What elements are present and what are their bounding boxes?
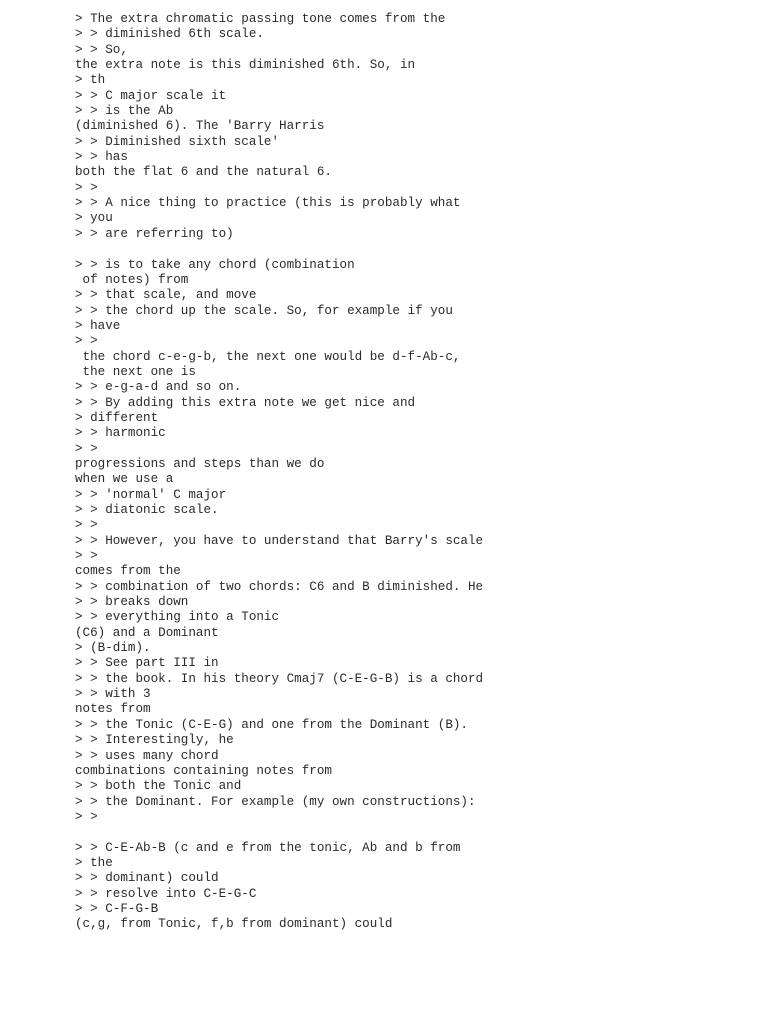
text-line: > The extra chromatic passing tone comes from the (75, 12, 446, 26)
text-line: > > the book. In his theory Cmaj7 (C-E-G-B) is a chord (75, 671, 484, 686)
text-line: > > (75, 809, 98, 824)
text-line: > > diatonic scale. (75, 503, 219, 517)
text-line: > > uses many chord (75, 748, 219, 763)
text-line: > > is the Ab (75, 104, 174, 119)
text-line: > > Diminished sixth scale' (75, 134, 280, 149)
text-line (75, 242, 483, 257)
text-line: > > (75, 441, 98, 456)
text-line: > > are referring to) (75, 226, 234, 241)
text-line: > th (75, 73, 106, 88)
text-line: the next one is (75, 364, 196, 379)
text-line: > > Interestingly, he (75, 733, 234, 748)
text-line: > > e-g-a-d and so on. (75, 380, 242, 395)
text-line: > > the Tonic (C-E-G) and one from the Dominant (B). (75, 717, 468, 732)
text-line: of notes) from (75, 272, 189, 287)
text-line: the chord c-e-g-b, the next one would be d-f-Ab-c, (75, 349, 461, 364)
text-line: > > C-E-Ab-B (c and e from the tonic, Ab and b from (75, 840, 461, 855)
text-line: when we use a (75, 472, 174, 487)
text-line: > > that scale, and move (75, 288, 257, 303)
text-line: > > everything into a Tonic (75, 610, 280, 625)
text-line: > > (75, 549, 98, 564)
text-line: > > breaks down (75, 595, 189, 610)
text-line: > > (75, 180, 98, 195)
text-line: > > both the Tonic and (75, 779, 242, 794)
email-quoted-text (75, 12, 483, 933)
text-line: > > See part III in (75, 656, 219, 671)
text-line: > > A nice thing to practice (this is probably what (75, 196, 461, 211)
text-line (75, 825, 483, 840)
text-line: > > So, (75, 42, 128, 57)
text-line: > different (75, 410, 159, 425)
text-line: > > combination of two chords: C6 and B diminished. He (75, 579, 484, 594)
text-line: > (B-dim). (75, 641, 151, 656)
text-line: > > is to take any chord (combination (75, 257, 355, 272)
text-line: > > C major scale it (75, 88, 227, 103)
text-line: > > C-F-G-B (75, 901, 159, 916)
text-line: > the (75, 855, 113, 870)
text-line: both the flat 6 and the natural 6. (75, 165, 332, 180)
text-line: > > with 3 (75, 687, 151, 702)
text-line: > > diminished 6th scale. (75, 27, 264, 42)
text-line: > have (75, 318, 121, 333)
text-line: > > 'normal' C major (75, 487, 227, 502)
text-line: (C6) and a Dominant (75, 625, 219, 640)
text-line: combinations containing notes from (75, 763, 332, 778)
text-line: > > has (75, 150, 128, 165)
text-line: > > By adding this extra note we get nice and (75, 395, 416, 410)
text-line: > > harmonic (75, 426, 166, 441)
text-line: the extra note is this diminished 6th. So, in (75, 58, 416, 73)
text-line: > > the Dominant. For example (my own constructions): (75, 794, 476, 809)
text-line: > > dominant) could (75, 871, 219, 886)
text-line: (diminished 6). The 'Barry Harris (75, 119, 325, 134)
text-line: > > resolve into C-E-G-C (75, 886, 257, 901)
text-line: > > (75, 518, 98, 533)
text-line: notes from (75, 702, 151, 717)
text-line: > > (75, 334, 98, 349)
text-line: (c,g, from Tonic, f,b from dominant) could (75, 917, 393, 932)
text-line: comes from the (75, 564, 181, 579)
text-line: > > the chord up the scale. So, for example if you (75, 303, 453, 318)
text-line: > you (75, 211, 113, 226)
text-line: > > However, you have to understand that Barry's scale (75, 533, 484, 548)
text-line: progressions and steps than we do (75, 456, 325, 471)
